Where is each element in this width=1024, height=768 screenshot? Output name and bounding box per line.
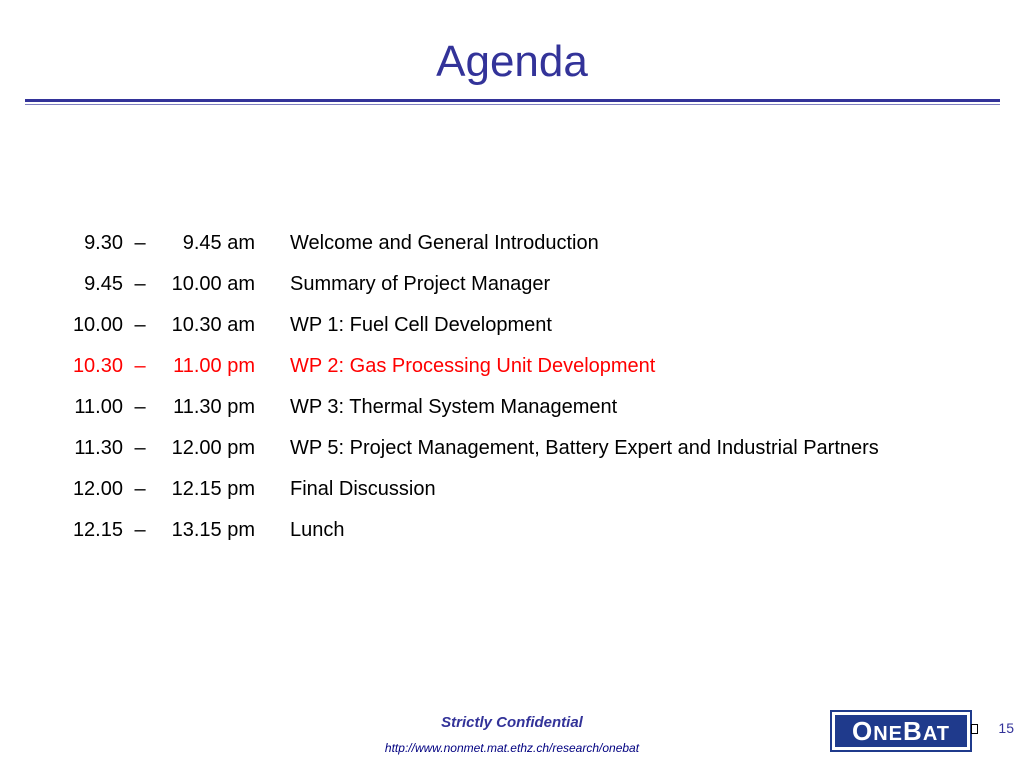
start-time: 10.00 xyxy=(72,314,123,336)
agenda-description: Lunch xyxy=(290,519,345,541)
logo-wordmark xyxy=(835,715,967,747)
end-time: 9.45 am xyxy=(182,232,255,254)
end-time: 12.00 pm xyxy=(171,437,255,459)
start-time: 9.30 xyxy=(84,232,123,254)
footer-url: http://www.nonmet.mat.ethz.ch/research/onebat xyxy=(384,741,640,755)
time-dash: – xyxy=(134,273,146,295)
title-divider-thick xyxy=(25,99,1000,102)
start-time: 9.45 xyxy=(84,273,123,295)
title-divider-thin xyxy=(25,104,1000,105)
agenda-description: Welcome and General Introduction xyxy=(290,232,599,254)
start-time: 11.00 xyxy=(74,396,123,418)
agenda-description: Final Discussion xyxy=(290,478,436,500)
time-dash: – xyxy=(134,519,146,541)
page-number: 15 xyxy=(998,720,1014,736)
time-dash: – xyxy=(134,478,146,500)
slide-title: Agenda xyxy=(436,37,588,86)
start-time: 12.15 xyxy=(72,519,123,541)
time-dash: – xyxy=(134,396,146,418)
start-time: 10.30 xyxy=(72,355,123,377)
confidential-notice: Strictly Confidential xyxy=(441,714,583,731)
time-dash: – xyxy=(134,355,146,377)
logo-letter: O xyxy=(852,716,874,746)
agenda-description: WP 3: Thermal System Management xyxy=(290,396,618,418)
agenda-description: Summary of Project Manager xyxy=(290,273,551,295)
time-dash: – xyxy=(134,437,146,459)
onebat-logo xyxy=(830,710,972,752)
end-time: 10.00 am xyxy=(171,273,255,295)
start-time: 11.30 xyxy=(74,437,123,459)
agenda-description: WP 2: Gas Processing Unit Development xyxy=(290,355,656,377)
time-dash: – xyxy=(134,232,146,254)
end-time: 10.30 am xyxy=(171,314,255,336)
end-time: 11.00 pm xyxy=(173,355,255,377)
end-time: 13.15 pm xyxy=(171,519,255,541)
end-time: 12.15 pm xyxy=(171,478,255,500)
placeholder-box-icon xyxy=(971,724,978,734)
logo-letters: NE xyxy=(873,723,904,745)
time-dash: – xyxy=(134,314,146,336)
start-time: 12.00 xyxy=(72,478,123,500)
end-time: 11.30 pm xyxy=(173,396,255,418)
logo-letter: B xyxy=(903,716,923,746)
logo-letters: AT xyxy=(922,723,950,745)
agenda-description: WP 5: Project Management, Battery Expert and Industrial Partners xyxy=(290,437,879,459)
agenda-description: WP 1: Fuel Cell Development xyxy=(290,314,552,336)
